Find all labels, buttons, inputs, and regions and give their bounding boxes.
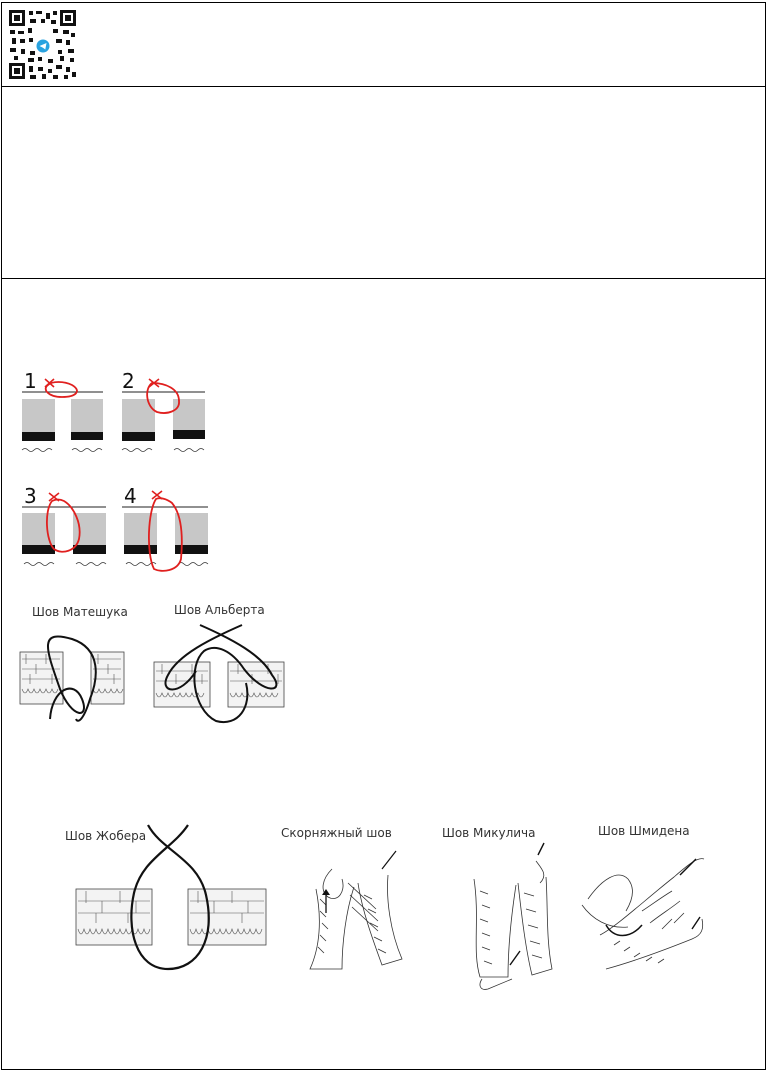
jobert-suture-figure: [65, 825, 266, 969]
jobert-label: Шов Жобера: [65, 829, 147, 843]
schmieden-label: Шов Шмидена: [598, 824, 690, 838]
qr-code-icon[interactable]: [8, 9, 78, 81]
empty-cell: [1, 86, 766, 279]
diagram-1-number: 1: [24, 369, 37, 393]
diagram-2: [122, 369, 205, 452]
diagram-3: [22, 484, 106, 566]
furrier-suture-figure: [281, 826, 402, 969]
diagram-2-number: 2: [122, 369, 135, 393]
mateshuk-suture-figure: [20, 605, 128, 721]
diagram-1: [22, 369, 103, 452]
mikulich-suture-figure: [442, 826, 552, 989]
mikulich-label: Шов Микулича: [442, 826, 536, 840]
albert-suture-figure: [154, 603, 284, 722]
diagram-3-number: 3: [24, 484, 37, 508]
suture-figures-cell: [1, 278, 766, 1070]
furrier-label: Скорняжный шов: [281, 826, 392, 840]
diagram-4-number: 4: [124, 484, 137, 508]
diagram-4: [122, 484, 208, 571]
header-cell: [1, 2, 766, 87]
suture-illustrations: [2, 279, 765, 1069]
albert-label: Шов Альберта: [174, 603, 265, 617]
schmieden-suture-figure: [582, 824, 704, 969]
mateshuk-label: Шов Матешука: [32, 605, 128, 619]
